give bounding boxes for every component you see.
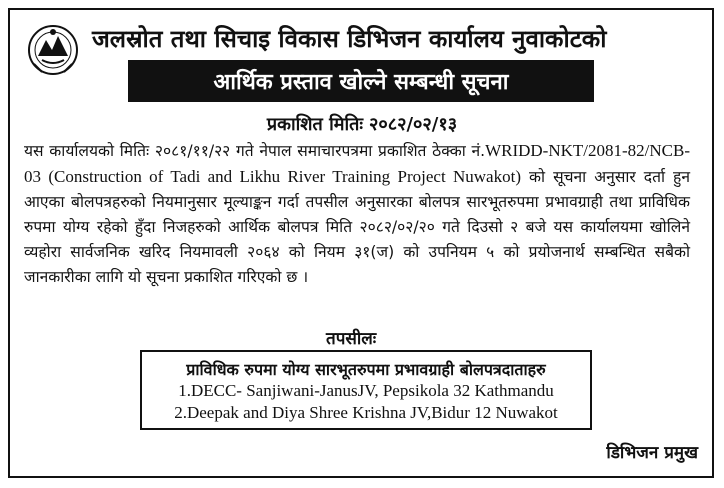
bidder-item: 1.DECC- Sanjiwani-JanusJV, Pepsikola 32 Kathmandu [178,381,554,400]
publication-date-value: २०८२/०२/१३ [369,114,458,135]
details-heading: तपसीलः [326,329,377,349]
notice-body-part2: को सूचना अनुसार दर्ता हुन आएका बोलपत्रहरुको नियमानुसार मूल्याङ्कन गर्दा तपसील अनुसारका बोलपत्र सारभूतरुपमा प्रभावग्राही तथा प्राविधिक रुपमा योग्य रहेको हुँदा निजहरुको आर्थिक बोलपत्र मिति २०८२/०२/२० गते दिउसो २ बजे यस कार्यालयमा खोलिने व्यहोरा सार्वजनिक खरिद नियमावली २०६४ को नियम ३१(ज) को उपनियम ५ को प्रयोजनार्थ सम्बन्धित सबैको जानकारीका लागि यो सूचना प्रकाशित गरिएको छ । [24,168,690,286]
bidder-item: 2.Deepak and Diya Shree Krishna JV,Bidur 12 Nuwakot [174,403,558,422]
nepal-government-emblem-icon [28,24,78,76]
publication-date [0,112,724,136]
notice-body-part1: यस कार्यालयको मितिः २०८१/११/२२ गते नेपाल समाचारपत्रमा प्रकाशित ठेक्का नं. [24,142,486,160]
notice-title-text: आर्थिक प्रस्ताव खोल्ने सम्बन्धी सूचना [213,70,509,95]
bidder-box-title: प्राविधिक रुपमा योग्य सारभूतरुपमा प्रभावग्राही बोलपत्रदाताहरु [186,360,546,379]
signatory: डिभिजन प्रमुख [606,443,698,463]
notice-title [128,60,594,102]
office-name: जलस्रोत तथा सिचाइ विकास डिभिजन कार्यालय नुवाकोटको [92,25,607,53]
notice-body [24,138,690,290]
contract-number: WRIDD-NKT/2081-82/NCB-03 (Construction of Tadi and Likhu River Training Project Nuwakot) [24,141,690,186]
publication-date-label: प्रकाशित मितिः [266,114,364,135]
bidder-box [140,350,592,430]
